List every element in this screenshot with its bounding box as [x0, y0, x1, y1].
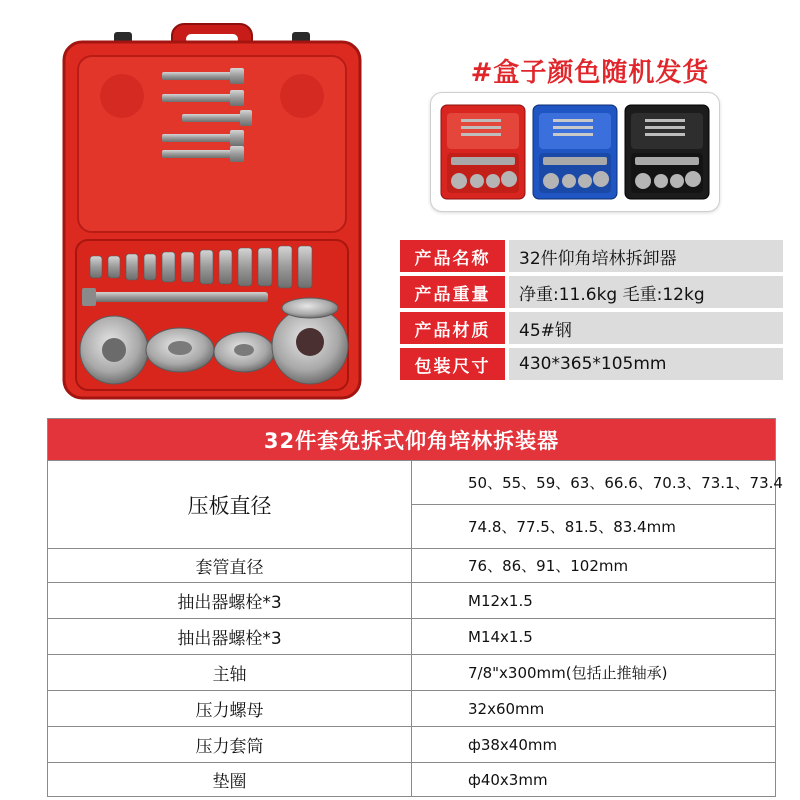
- info-row-material: [400, 312, 783, 344]
- table-row: [48, 691, 776, 727]
- info-row-name: [400, 240, 783, 272]
- spec-label: 压力螺母: [48, 691, 412, 727]
- spec-value: 50、55、59、63、66.6、70.3、73.1、73.4: [412, 461, 776, 505]
- spec-value: ф38x40mm: [412, 727, 776, 763]
- table-row: [48, 461, 776, 505]
- variant-red-case: [441, 105, 525, 199]
- spec-value: ф40x3mm: [412, 763, 776, 797]
- spec-value: 32x60mm: [412, 691, 776, 727]
- spec-table: [47, 418, 783, 797]
- spec-label: 抽出器螺栓*3: [48, 583, 412, 619]
- spec-label: 垫圈: [48, 763, 412, 797]
- spec-label: 主轴: [48, 655, 412, 691]
- spec-value: 7/8"x300mm(包括止推轴承): [412, 655, 776, 691]
- info-row-weight: [400, 276, 783, 308]
- info-value: 净重:11.6kg 毛重:12kg: [509, 276, 783, 308]
- spec-label: 压板直径: [48, 461, 412, 549]
- product-case-image: [62, 20, 362, 400]
- table-row: [48, 549, 776, 583]
- info-key: 产品材质: [400, 312, 505, 344]
- spec-value: 74.8、77.5、81.5、83.4mm: [412, 505, 776, 549]
- spec-value: M14x1.5: [412, 619, 776, 655]
- info-value: 32件仰角培林拆卸器: [509, 240, 783, 272]
- info-key: 产品名称: [400, 240, 505, 272]
- info-value: 430*365*105mm: [509, 348, 783, 380]
- spec-value: 76、86、91、102mm: [412, 549, 776, 583]
- info-row-package-size: [400, 348, 783, 380]
- table-row: [48, 583, 776, 619]
- table-row: [48, 763, 776, 797]
- info-key: 产品重量: [400, 276, 505, 308]
- spec-title: 32件套免拆式仰角培林拆装器: [48, 419, 776, 461]
- color-note: #盒子颜色随机发货: [470, 58, 710, 88]
- color-variants-image: [430, 92, 720, 212]
- product-info: [400, 240, 783, 384]
- spec-label: 抽出器螺栓*3: [48, 619, 412, 655]
- table-row: [48, 619, 776, 655]
- variant-black-case: [625, 105, 709, 199]
- variant-blue-case: [533, 105, 617, 199]
- info-key: 包装尺寸: [400, 348, 505, 380]
- spec-label: 套管直径: [48, 549, 412, 583]
- table-row: [48, 727, 776, 763]
- spec-value: M12x1.5: [412, 583, 776, 619]
- spec-label: 压力套筒: [48, 727, 412, 763]
- info-value: 45#钢: [509, 312, 783, 344]
- table-row: [48, 655, 776, 691]
